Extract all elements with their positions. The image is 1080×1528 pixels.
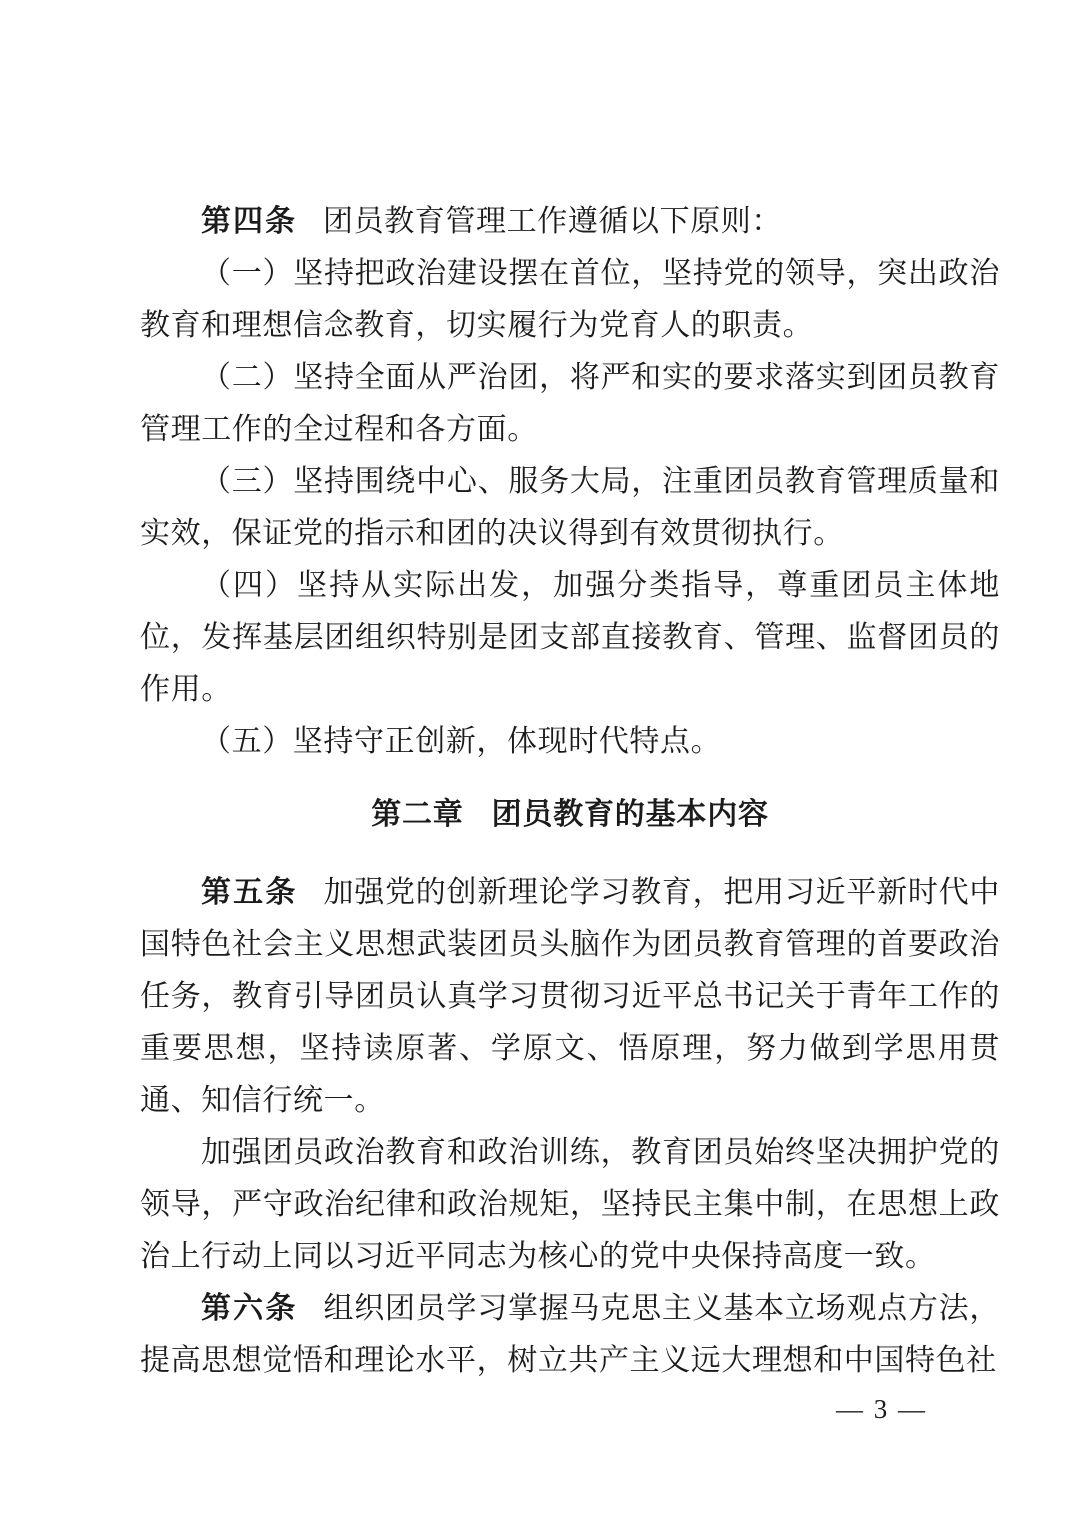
paragraph-text: 加强党的创新理论学习教育，把用习近平新时代中国特色社会主义思想武装团员头脑作为团员教育管理的首要政治任务，教育引导团员认真学习贯彻习近平总书记关于青年工作的重要思想，坚持读原著、学原文、悟原理，努力做到学思用贯通、知信行统一。 (140, 876, 1001, 1117)
paragraph (140, 352, 1000, 456)
paragraph (140, 196, 1000, 248)
article-number: 第六条 (201, 1292, 298, 1325)
page-number: — 3 — (836, 1394, 927, 1424)
paragraph-text: 团员教育管理工作遵循以下原则： (323, 205, 782, 238)
paragraph-text: （四）坚持从实际出发，加强分类指导，尊重团员主体地位，发挥基层团组织特别是团支部直接教育、管理、监督团员的作用。 (140, 569, 1000, 706)
paragraph-text: （一）坚持把政治建设摆在首位，坚持党的领导，突出政治教育和理想信念教育，切实履行为党育人的职责。 (140, 257, 1000, 342)
article-number: 第四条 (201, 205, 297, 238)
chapter-heading (140, 789, 1000, 841)
paragraph (140, 560, 1000, 716)
paragraph (140, 716, 1000, 768)
document-body (140, 196, 1000, 1387)
paragraph (140, 1283, 1000, 1387)
article-number: 第五条 (201, 876, 298, 909)
paragraph-text: （二）坚持全面从严治团，将严和实的要求落实到团员教育管理工作的全过程和各方面。 (140, 361, 1000, 446)
paragraph (140, 867, 1000, 1127)
paragraph (140, 248, 1000, 352)
paragraph-text: 组织团员学习掌握马克思主义基本立场观点方法，提高思想觉悟和理论水平，树立共产主义远大理想和中国特色社 (140, 1292, 1001, 1377)
chapter-title: 团员教育的基本内容 (491, 798, 769, 831)
paragraph (140, 456, 1000, 560)
chapter-number: 第二章 (371, 798, 464, 831)
paragraph-text: （三）坚持围绕中心、服务大局，注重团员教育管理质量和实效，保证党的指示和团的决议得到有效贯彻执行。 (140, 465, 1000, 550)
paragraph-text: （五）坚持守正创新，体现时代特点。 (201, 725, 722, 758)
paragraph (140, 1127, 1000, 1283)
paragraph-text: 加强团员政治教育和政治训练，教育团员始终坚决拥护党的领导，严守政治纪律和政治规矩，坚持民主集中制，在思想上政治上行动上同以习近平同志为核心的党中央保持高度一致。 (140, 1136, 1000, 1273)
